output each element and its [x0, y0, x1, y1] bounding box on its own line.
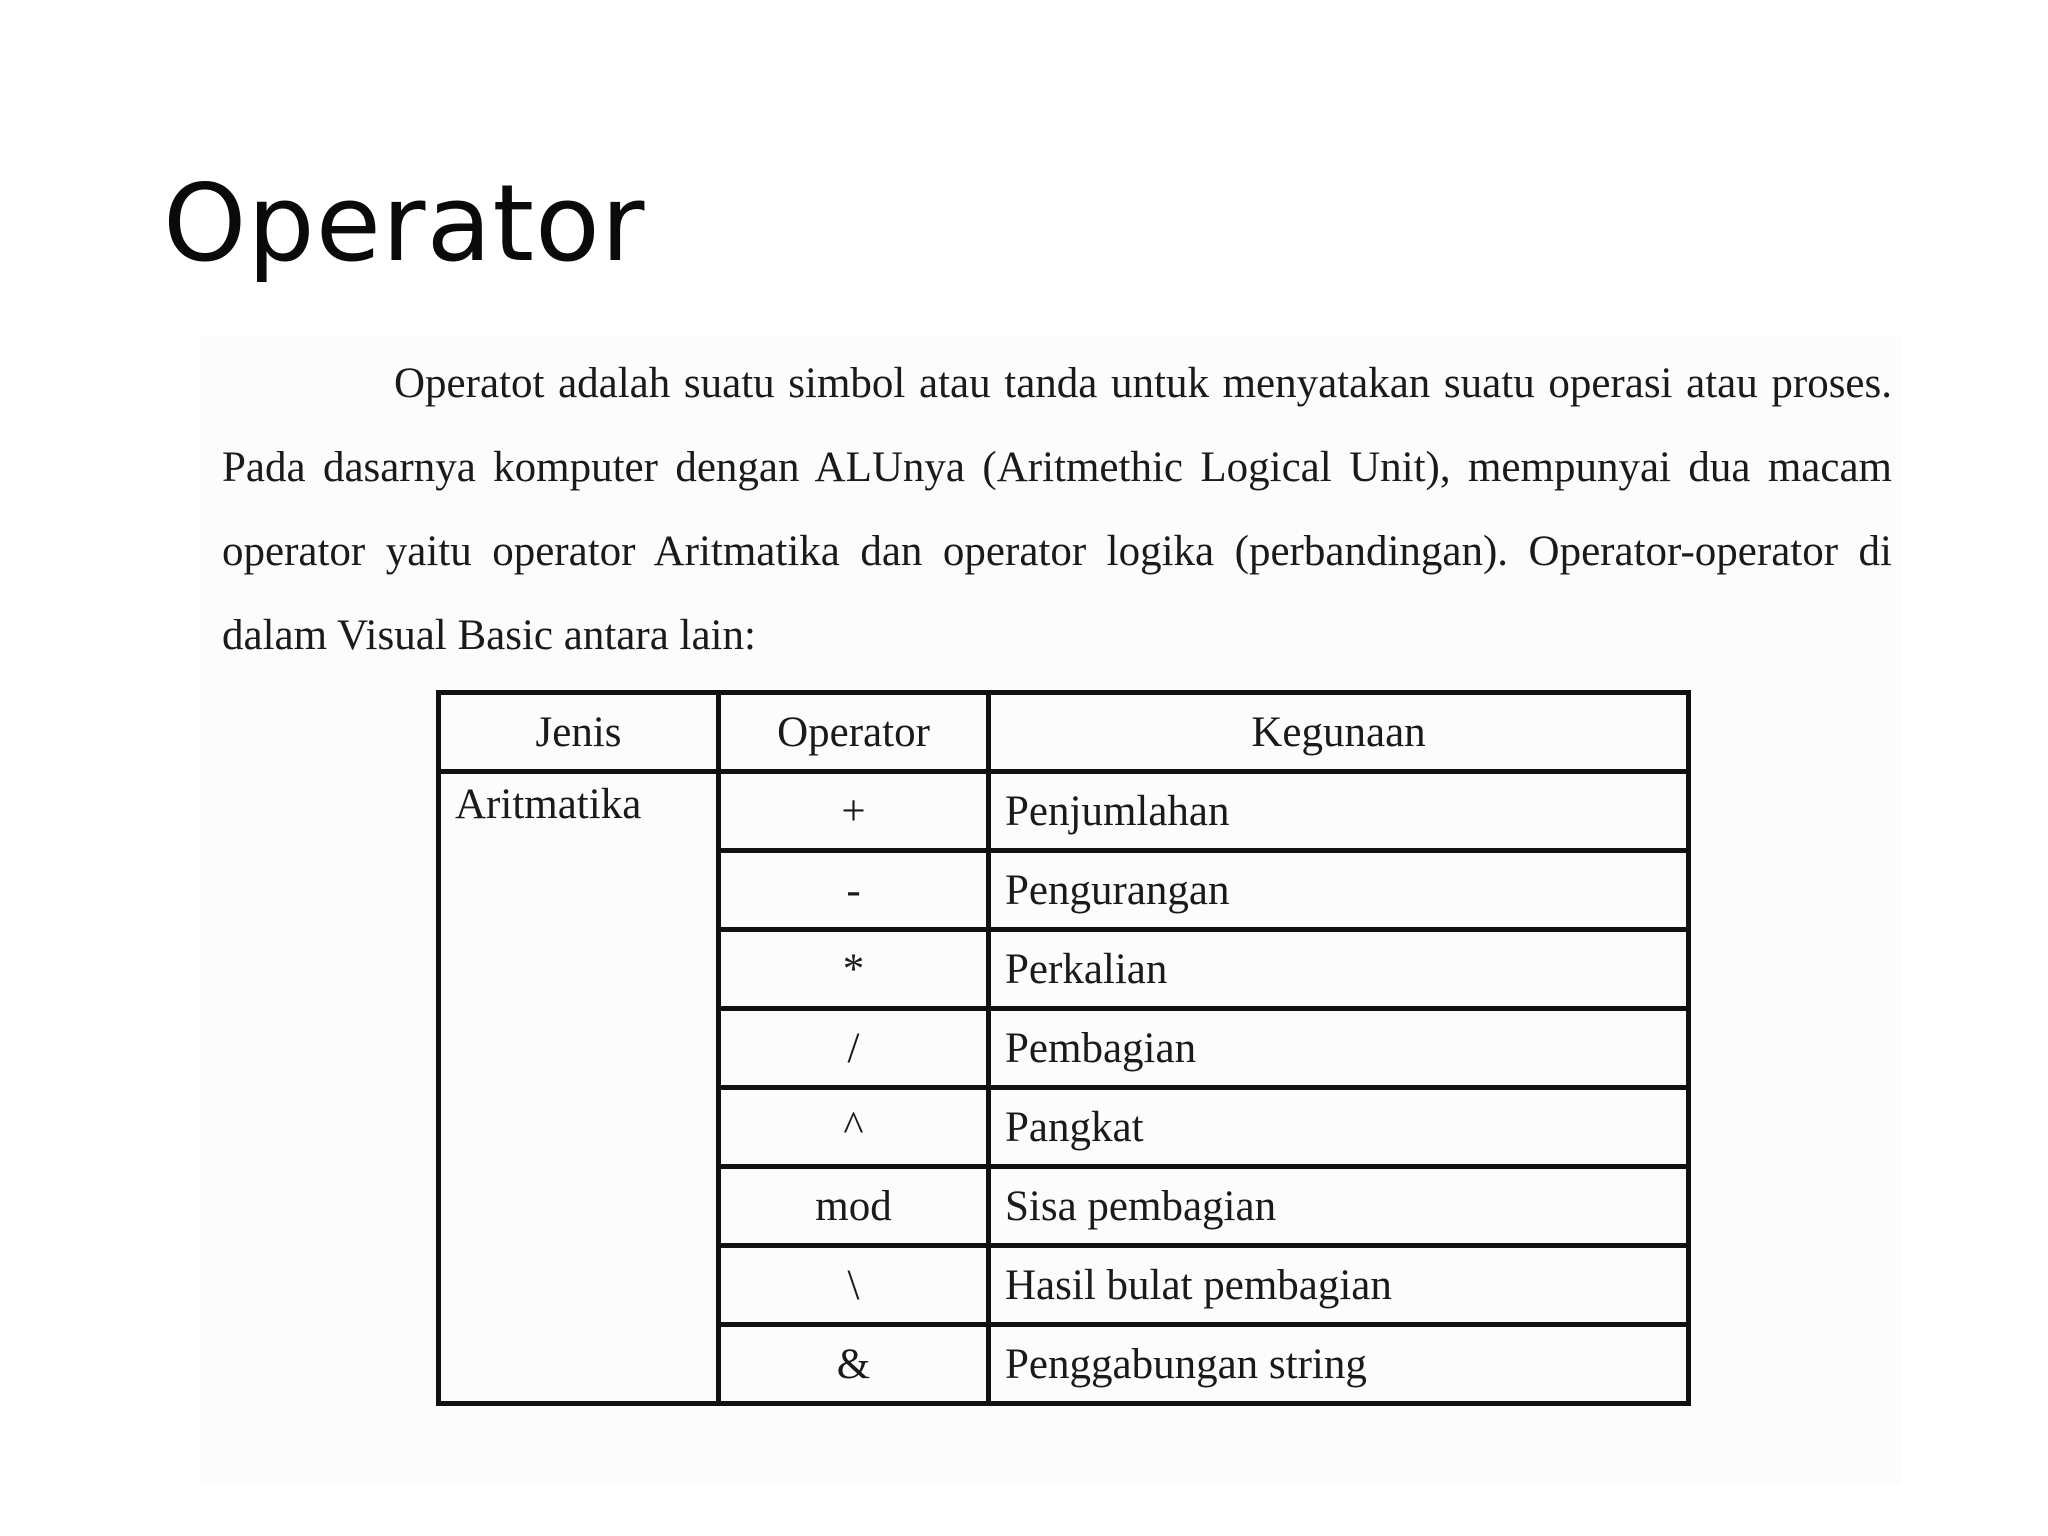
kegunaan-cell: Sisa pembagian [989, 1167, 1689, 1246]
kegunaan-cell: Hasil bulat pembagian [989, 1246, 1689, 1325]
kegunaan-cell: Perkalian [989, 930, 1689, 1009]
slide-title: Operator [163, 162, 646, 285]
operator-cell: * [719, 930, 989, 1009]
kegunaan-cell: Pangkat [989, 1088, 1689, 1167]
header-kegunaan: Kegunaan [989, 693, 1689, 772]
header-operator: Operator [719, 693, 989, 772]
intro-paragraph: Operatot adalah suatu simbol atau tanda untuk menyatakan suatu operasi atau proses. Pada dasarnya komputer dengan ALUnya (Aritmethic Logical Unit), mempunyai dua macam operator yaitu operator Aritmatika dan operator logika (perbandingan). Operator-operator di dalam Visual Basic antara lain: [222, 360, 1892, 659]
header-jenis: Jenis [439, 693, 719, 772]
operator-cell: / [719, 1009, 989, 1088]
operator-cell: ^ [719, 1088, 989, 1167]
kegunaan-cell: Penggabungan string [989, 1325, 1689, 1404]
operator-cell: \ [719, 1246, 989, 1325]
table-row [439, 772, 1689, 851]
kegunaan-cell: Pembagian [989, 1009, 1689, 1088]
operator-cell: + [719, 772, 989, 851]
operator-table [436, 690, 1691, 1406]
operator-cell: mod [719, 1167, 989, 1246]
operator-cell: & [719, 1325, 989, 1404]
kegunaan-cell: Pengurangan [989, 851, 1689, 930]
kegunaan-cell: Penjumlahan [989, 772, 1689, 851]
table-header-row [439, 693, 1689, 772]
operator-cell: - [719, 851, 989, 930]
jenis-cell: Aritmatika [439, 772, 719, 1404]
